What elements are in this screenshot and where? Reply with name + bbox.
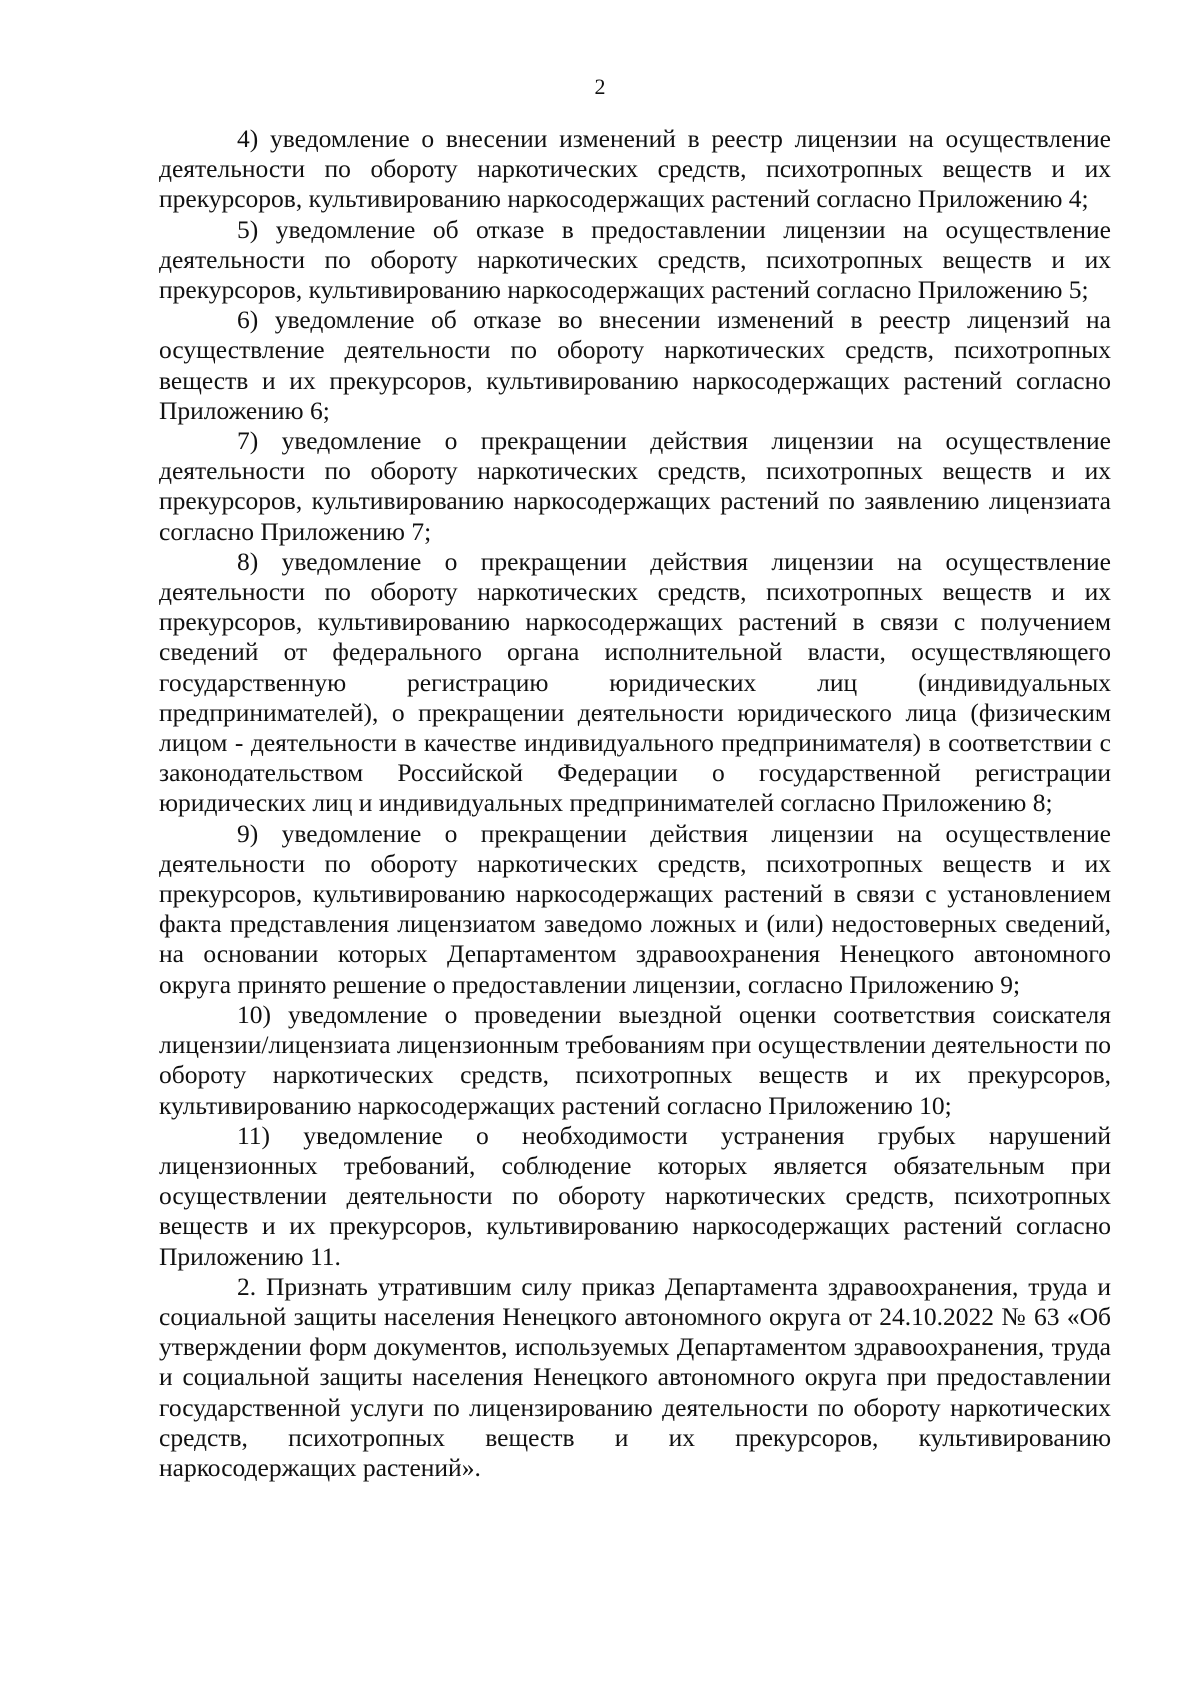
list-item-8: 8) уведомление о прекращении действия лицензии на осуществление деятельности по обороту наркотических средств, психотропных веществ и их прекурсоров, культивированию наркосодержащих растений в связи с получением сведений от федерального органа исполнительной власти, осуществляющего государственную регистрацию юридических лиц (индивидуальных предпринимателей), о прекращении деятельности юридического лица (физическим лицом - деятельности в качестве индивидуального предпринимателя) в соответствии с законодательством Российской Федерации о государственной регистрации юридических лиц и индивидуальных предпринимателей согласно Приложению 8;	[159, 546, 1111, 818]
list-item-11: 11) уведомление о необходимости устранения грубых нарушений лицензионных требований, соблюдение которых является обязательным при осуществлении деятельности по обороту наркотических средств, психотропных веществ и их прекурсоров, культивированию наркосодержащих растений согласно Приложению 11.	[159, 1120, 1111, 1271]
page-number: 2	[594, 74, 606, 99]
list-item-7: 7) уведомление о прекращении действия лицензии на осуществление деятельности по обороту наркотических средств, психотропных веществ и их прекурсоров, культивированию наркосодержащих растений по заявлению лицензиата согласно Приложению 7;	[159, 426, 1111, 546]
document-body	[159, 124, 1111, 1483]
clause-2-paragraph: 2. Признать утратившим силу приказ Департамента здравоохранения, труда и социальной защиты населения Ненецкого автономного округа от 24.10.2022 № 63 «Об утверждении форм документов, используемых Департаментом здравоохранения, труда и социальной защиты населения Ненецкого автономного округа при предоставлении государственной услуги по лицензированию деятельности по обороту наркотических средств, психотропных веществ и их прекурсоров, культивированию наркосодержащих растений».	[159, 1271, 1111, 1482]
list-item-5: 5) уведомление об отказе в предоставлении лицензии на осуществление деятельности по обороту наркотических средств, психотропных веществ и их прекурсоров, культивированию наркосодержащих растений согласно Приложению 5;	[159, 214, 1111, 305]
list-item-4: 4) уведомление о внесении изменений в реестр лицензии на осуществление деятельности по обороту наркотических средств, психотропных веществ и их прекурсоров, культивированию наркосодержащих растений согласно Приложению 4;	[159, 124, 1111, 214]
list-item-9: 9) уведомление о прекращении действия лицензии на осуществление деятельности по обороту наркотических средств, психотропных веществ и их прекурсоров, культивированию наркосодержащих растений в связи с установлением факта представления лицензиатом заведомо ложных и (или) недостоверных сведений, на основании которых Департаментом здравоохранения Ненецкого автономного округа принято решение о предоставлении лицензии, согласно Приложению 9;	[159, 818, 1111, 999]
list-item-6: 6) уведомление об отказе во внесении изменений в реестр лицензий на осуществление деятельности по обороту наркотических средств, психотропных веществ и их прекурсоров, культивированию наркосодержащих растений согласно Приложению 6;	[159, 305, 1111, 425]
list-item-10: 10) уведомление о проведении выездной оценки соответствия соискателя лицензии/лицензиата лицензионным требованиям при осуществлении деятельности по обороту наркотических средств, психотропных веществ и их прекурсоров, культивированию наркосодержащих растений согласно Приложению 10;	[159, 999, 1111, 1120]
